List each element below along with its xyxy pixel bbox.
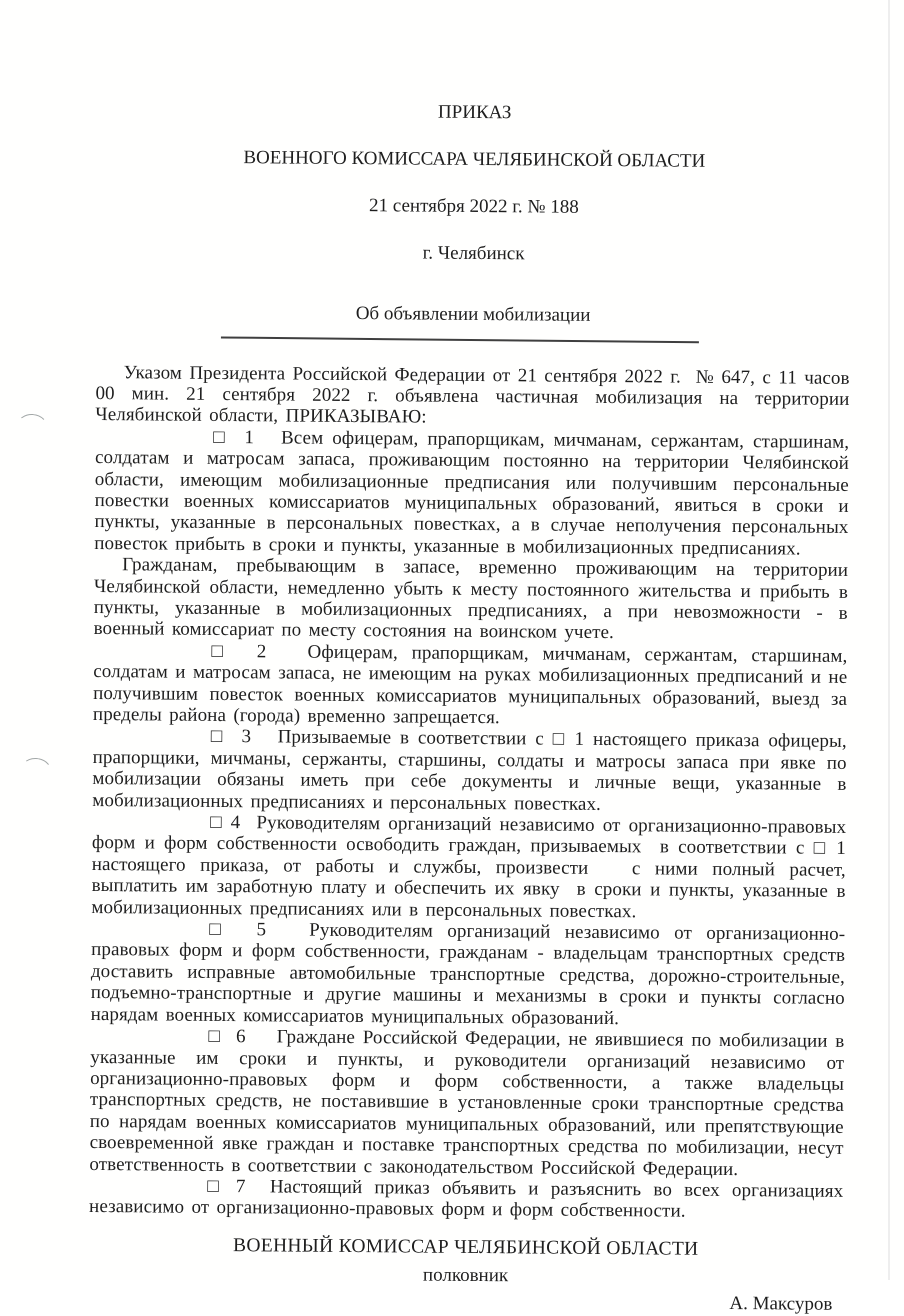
scan-edge-shadow — [888, 0, 890, 1280]
signature-block — [88, 1234, 843, 1316]
order-city: г. Челябинск — [422, 242, 525, 264]
order-subject: Об объявлении мобилизации — [355, 302, 591, 326]
scan-artifact-arc-bottom — [18, 756, 54, 789]
scan-artifact-arc-top — [15, 413, 49, 443]
signatory-name: А. Максуров — [729, 1292, 833, 1315]
signatory-position: ВОЕННЫЙ КОМИССАР ЧЕЛЯБИНСКОЙ ОБЛАСТИ — [233, 1234, 699, 1260]
page-content — [88, 74, 852, 1316]
order-point-3: □ 3 Призываемые в соответствии с □ 1 настоящего приказа офицеры, прапорщики, мичманы, сержанты, старшины, солдаты и матросы запаса при явке по мобилизации обязаны иметь при себе документы и личные вещи, указанные в мобилизационных предписаниях и персональных повестках. — [92, 726, 847, 815]
order-point-6: □ 6 Граждане Российской Федерации, не явившиеся по мобилизации в указанные им сроки и пункты, и руководители организаций независимо от организационно-правовых форм и форм собственности, а также владельцы транспортных средств, не поставившие в установленные сроки транспортные средства по нарядам военных комиссариатов муниципальных образований, или препятствующие своевременной явке граждан и поставке транспортных средства по мобилизации, несут ответственность в соответствии с законодательством Российской Федерации. — [89, 1025, 845, 1180]
order-point-5: □ 5 Руководителям организаций независимо от организационно-правовых форм и форм собственности, гражданам - владельцам транспортных средств доставить исправные автомобильные транспортные средства, дорожно-строительные, подъемно-транспортные и другие машины и механизмы в сроки и пункты согласно нарядам военных комиссариатов муниципальных образований. — [90, 918, 846, 1029]
order-date-number: 21 сентября 2022 г. № 188 — [369, 194, 579, 218]
order-point-4: □ 4 Руководителям организаций независимо от организационно-правовых форм и форм собственности освободить граждан, призываемых в соответствии с □ 1 настоящего приказа, от работы и службы, произвести с ними полный расчет, выплатить им заработную плату и обеспечить их явку в сроки и пункты, указанные в мобилизационных предписаниях или в персональных повестках. — [91, 811, 847, 922]
signatory-rank: полковник — [422, 1264, 509, 1287]
order-point-2: □ 2 Офицерам, прапорщикам, мичманам, сержантам, старшинам, солдатам и матросам запаса, не имеющим на руках мобилизационных предписаний и не получившим повесток военных комиссариатов муниципальных образований, выезд за пределы района (города) временно запрещается. — [92, 640, 848, 729]
order-body — [89, 361, 850, 1223]
reserve-citizens-paragraph: Гражданам, пребывающим в запасе, временно проживающим на территории Челябинской области, немедленно убыть к месту постоянного жительства и прибыть в пункты, указанные в мобилизационных предписаниях, а при невозможности - в военный комиссариат по месту состояния на воинском учете. — [93, 554, 849, 644]
order-issuer: ВОЕННОГО КОМИССАРА ЧЕЛЯБИНСКОЙ ОБЛАСТИ — [243, 146, 706, 172]
preamble-paragraph: Указом Президента Российской Федерации от 21 сентября 2022 г. № 647, с 11 часов 00 мин. 21 сентября 2022 г. объявлена частичная мобилизация на территории Челябинской области, ПРИКАЗЫВАЮ: — [95, 361, 850, 428]
header-separator-line — [221, 336, 699, 343]
order-header — [96, 74, 852, 291]
order-title: ПРИКАЗ — [437, 101, 512, 123]
order-point-7: □ 7 Настоящий приказ объявить и разъяснить во всех организациях независимо от организационно-правовых форм и форм собственности. — [89, 1175, 844, 1222]
order-point-1: □ 1 Всем офицерам, прапорщикам, мичманам, сержантам, старшинам, солдатам и матросам запаса, проживающим постоянно на территории Челябинской области, имеющим мобилизационные предписания или получившим персональные повестки военных комиссариатов муниципальных образований, явиться в сроки и пункты, указанные в персональных повестках, а в случае неполучения персональных повесток прибыть в сроки и пункты, указанные в мобилизационных предписаниях. — [94, 426, 850, 560]
